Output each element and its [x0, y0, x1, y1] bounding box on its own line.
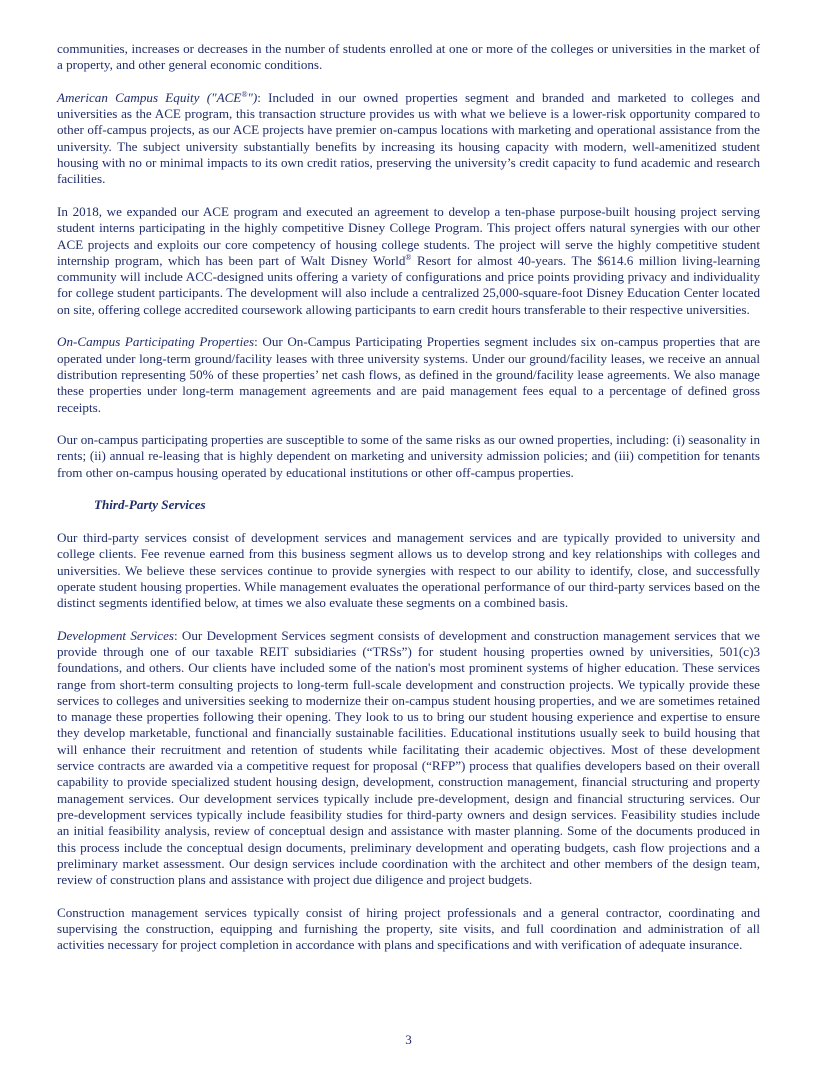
section-heading-third-party: Third-Party Services — [94, 497, 206, 513]
paragraph-on-campus — [57, 334, 760, 415]
page-body — [57, 41, 760, 970]
page-number: 3 — [405, 1032, 412, 1047]
paragraph-market-conditions: communities, increases or decreases in the number of students enrolled at one or more of the colleges or universities in the market of a property, and other general economic conditions. — [57, 41, 760, 73]
paragraph-third-party: Our third-party services consist of development services and management services and are typically provided to university and college clients. Fee revenue earned from this business segment allows us to develop strong and key relationships with colleges and universities. We believe these services continue to provide synergies with respect to our ability to identify, close, and successfully operate student housing properties. While management evaluates the operational performance of our third-party services based on the distinct segments identified below, at times we also evaluate these segments on a combined basis. — [57, 529, 760, 611]
paragraph-ace — [57, 90, 760, 188]
registered-mark: ® — [241, 89, 248, 99]
ace-lead: American Campus Equity ("ACE®") — [57, 89, 258, 105]
ace-body: : Included in our owned properties segment and branded and marketed to colleges and universities as the ACE program, this transaction structure provides us with what we believe is a lower-risk opportunity compared to other off-campus projects, as our ACE projects have premier on-campus locations with marketing and operational assistance from the university. The subject university substantially benefits by increasing its housing capacity with modern, well-amenitized student housing with no or minimal impacts to its own credit ratios, preserving the university’s credit capacity to fund academic and research facilities. — [57, 89, 760, 187]
paragraph-construction-management: Construction management services typically consist of hiring project professionals and a general contractor, coordinating and supervising the construction, equipping and furnishing the property, site visits, and full coordination and administration of all activities necessary for project completion in accordance with plans and specifications and with verification of adequate insurance. — [57, 904, 760, 953]
development-body: : Our Development Services segment consists of development and construction management services that we provide through one of our taxable REIT subsidiaries (“TRSs”) for student housing properties owned by universities, 501(c)3 foundations, and others. Our clients have included some of the nation's most prominent systems of higher education. These services range from short-term consulting projects to long-term full-scale development and construction projects. We typically provide these services to colleges and universities seeking to modernize their on-campus student housing properties, and we are sometimes retained to manage these properties following their opening. They look to us to bring our student housing experience and expertise to ensure they develop marketable, functional and financially sustainable facilities. Educational institutions usually seek to build housing that will enhance their recruitment and retention of students while facilitating their academic objectives. Most of these development service contracts are awarded via a competitive request for proposal (“RFP”) process that qualifies developers based on their overall capability to provide specialized student housing design, development, construction management, financial structuring and property management services. Our development services typically include pre-development, design and financial structuring services. Our pre-development services typically include feasibility studies for third-party owners and design services. Feasibility studies include an initial feasibility analysis, review of conceptual design and assistance with master planning. Some of the documents produced in this process include the conceptual design documents, preliminary development and operating budgets, cash flow projections and a preliminary market assessment. Our design services include coordination with the architect and other members of the design team, review of construction plans and assistance with project due diligence and project budgets. — [57, 627, 760, 888]
paragraph-development-services — [57, 628, 760, 889]
on-campus-body: : Our On-Campus Participating Properties segment includes six on-campus properties that are operated under long-term ground/facility leases with three university systems. Under our ground/facility leases, we receive an annual distribution representing 50% of these properties’ net cash flows, as defined in the ground/facility lease agreements. We also manage these properties under long-term management agreements and are paid management fees equal to a percentage of defined gross receipts. — [57, 334, 760, 415]
development-lead: Development Services — [57, 627, 174, 643]
paragraph-on-campus-risks: Our on-campus participating properties are susceptible to some of the same risks as our owned properties, including: (i) seasonality in rents; (ii) annual re-leasing that is highly dependent on marketing and university admission policies; and (iii) competition for tenants from other on-campus housing operated by educational institutions or other off-campus properties. — [57, 432, 760, 480]
registered-mark: ® — [405, 252, 412, 262]
paragraph-disney-program: In 2018, we expanded our ACE program and executed an agreement to develop a ten-phase purpose-built housing project serving student interns participating in the highly competitive Disney College Program. This project offers natural synergies with our other ACE projects and exploits our core competency of housing college students. The project will serve the highly competitive student internship program, which has been part of Walt Disney World® Resort for almost 40-years. The $614.6 million living-learning community will include ACC-designed units offering a variety of configurations and price points providing privacy and individuality for college student participants. The development will also include a centralized 25,000-square-foot Disney Education Center located on site, offering college accredited coursework allowing participants to earn credit hours transferable to their respective universities. — [57, 203, 760, 317]
on-campus-lead: On-Campus Participating Properties — [57, 334, 255, 350]
